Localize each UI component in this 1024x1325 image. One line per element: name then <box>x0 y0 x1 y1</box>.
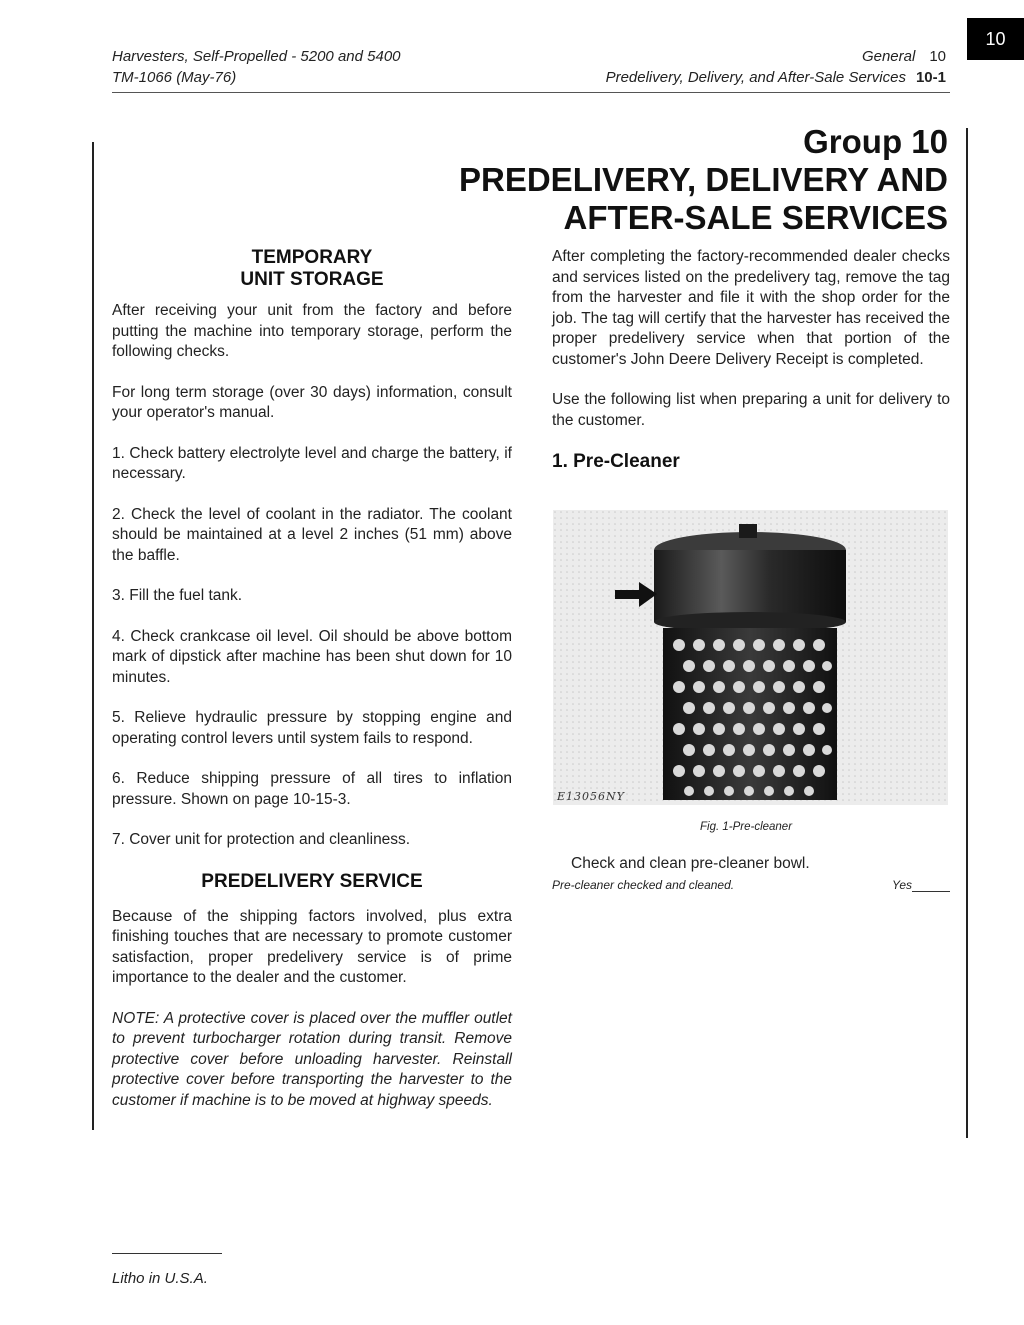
checklist-item <box>552 878 950 892</box>
section-tab: 10 <box>967 18 1024 60</box>
heading-line-1: TEMPORARY <box>251 247 373 268</box>
footer-divider <box>112 1253 222 1254</box>
checklist-item-text: Pre-cleaner checked and cleaned. <box>552 878 735 892</box>
left-column <box>112 247 512 1111</box>
storage-step-1: 1. Check battery electrolyte level and charge the battery, if necessary. <box>112 444 512 482</box>
right-margin-bar <box>966 128 968 1138</box>
left-margin-bar <box>92 142 94 1130</box>
predelivery-heading: PREDELIVERY SERVICE <box>201 870 423 892</box>
storage-step-5: 5. Relieve hydraulic pressure by stopping engine and operating control levers until system fails to respond. <box>112 709 512 747</box>
storage-step-6: 6. Reduce shipping pressure of all tires to inflation pressure. Shown on page 10-15-3. <box>112 770 512 808</box>
delivery-list-intro: Use the following list when preparing a unit for delivery to the customer. <box>552 391 950 429</box>
protective-cover-note: NOTE: A protective cover is placed over the muffler outlet to prevent turbocharger rotation during transit. Remove protective cover before unloading harvester. Reinstall protective cover before transporting the harvester to the customer if machine is to be moved at highway speeds. <box>112 1009 512 1109</box>
header-page-number: 10-1 <box>915 69 946 86</box>
pre-cleaner-check-text: Check and clean pre-cleaner bowl. <box>571 855 810 872</box>
header-manual-title: Harvesters, Self-Propelled - 5200 and 5400 <box>112 48 401 65</box>
checklist-yes-label: Yes <box>891 878 912 892</box>
header-section-number: 10 <box>929 48 946 65</box>
storage-step-7: 7. Cover unit for protection and cleanliness. <box>112 831 411 848</box>
group-title-line-1: PREDELIVERY, DELIVERY AND <box>459 161 948 198</box>
storage-intro: After receiving your unit from the factory and before putting the machine into temporary storage, perform the following checks. <box>112 302 512 360</box>
storage-step-4: 4. Check crankcase oil level. Oil should be above bottom mark of dipstick after machine has been shut down for 10 minutes. <box>112 627 512 686</box>
pre-cleaner-heading: 1. Pre-Cleaner <box>552 451 680 472</box>
checklist-yes-blank <box>912 880 950 892</box>
group-number-title: Group 10 <box>803 123 948 160</box>
header-divider <box>112 92 950 93</box>
pre-cleaner-illustration <box>553 510 948 805</box>
pre-cleaner-photo <box>553 510 948 805</box>
checklist-yes-field <box>892 878 950 892</box>
right-column <box>552 247 950 473</box>
storage-step-3: 3. Fill the fuel tank. <box>112 587 243 604</box>
heading-line-2: UNIT STORAGE <box>240 269 384 290</box>
header-subsection-label: Predelivery, Delivery, and After-Sale Services <box>605 69 906 86</box>
footer-litho: Litho in U.S.A. <box>112 1270 208 1287</box>
figure-code: E13056NY <box>557 790 625 803</box>
after-checks-text: After completing the factory-recommended dealer checks and services listed on the predelivery tag, remove the tag from the harvester and file it with the shop order for the job. The tag will certify that the harvester has received the proper predelivery service when that portion of the customer's John Deere Delivery Receipt is completed. <box>552 248 950 368</box>
temporary-storage-heading <box>112 247 512 291</box>
header-section <box>862 47 946 67</box>
storage-step-2: 2. Check the level of coolant in the radiator. The coolant should be maintained at a level 2 inches (51 mm) above the baffle. <box>112 505 512 564</box>
header-section-label: General <box>861 48 916 65</box>
group-title-line-2: AFTER-SALE SERVICES <box>563 199 948 236</box>
header-manual-number: TM-1066 (May-76) <box>112 69 237 86</box>
long-term-storage-text: For long term storage (over 30 days) information, consult your operator's manual. <box>112 383 512 421</box>
header-subsection <box>606 68 946 88</box>
figure-caption: Fig. 1-Pre-cleaner <box>700 821 793 833</box>
predelivery-text: Because of the shipping factors involved, plus extra finishing touches that are necessary to promote customer satisfaction, proper predelivery service is of prime importance to the dealer and the customer. <box>112 907 512 986</box>
